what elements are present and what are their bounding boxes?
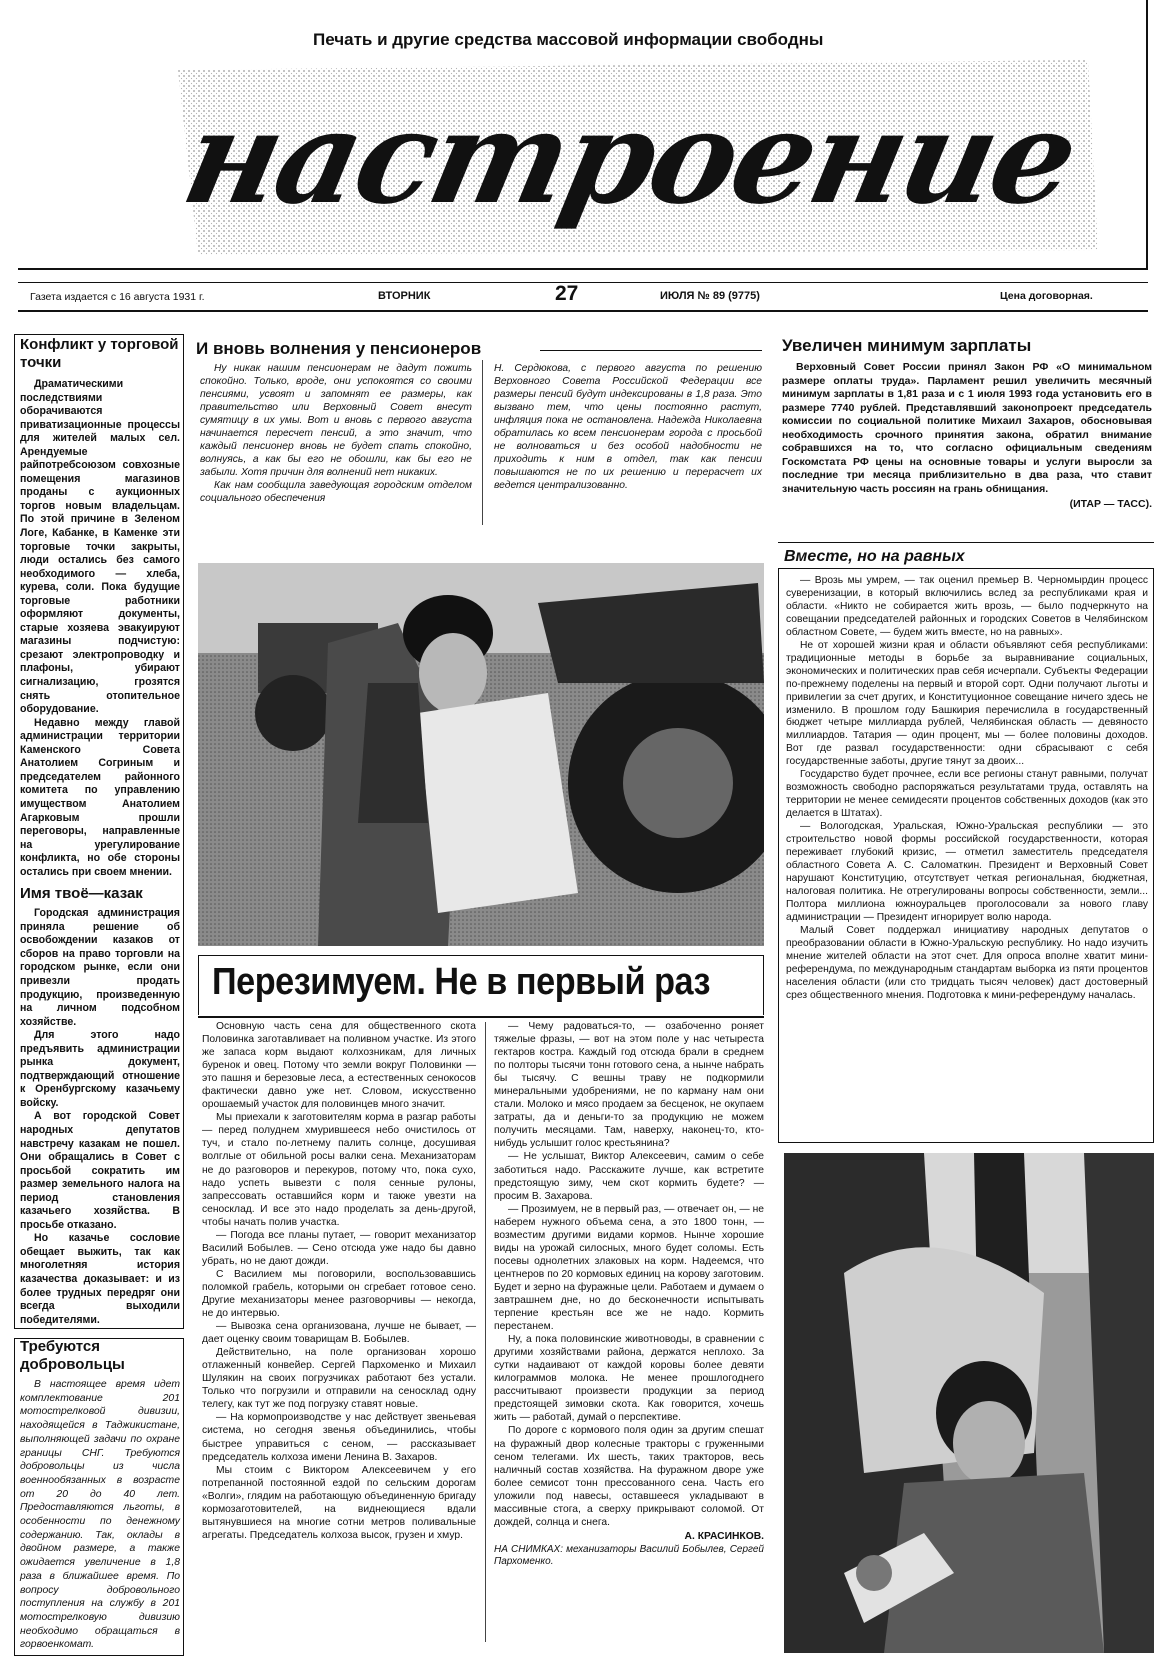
- winter-author: А. КРАСИНКОВ.: [684, 1530, 764, 1542]
- conflict-body: [20, 378, 180, 879]
- pensioners-paragraph: Н. Сердюкова, с первого августа по решению Верховного Совета Российской Федерации все размеры пенсий будут индексированы в 1,8 раза. Это вызвано тем, что цены постоянно растут, инфляция пока не остановлена. Надежда Николаевна обратилась ко всем пенсионерам города с просьбой не волноваться и без особой надобности не приходить к ним в отдел, так как пенсии повышаются не по их решению и перерасчет их ведется централизованно.: [494, 363, 762, 491]
- wage-rule: [778, 542, 1154, 543]
- cossack-paragraph: Для этого надо предъявить администрации рынка документ, подтверждающий отношение к Оренбургскому казачьему войску.: [20, 1029, 180, 1109]
- wage-paragraph: Верховный Совет России принял Закон РФ «О минимальном размере оплаты труда». Парламент решил увеличить месячный минимум зарплаты в 1,81 раза и с 1 июля 1993 года установить его в размере 7740 рублей. Представлявший законопроект председатель комиссии по социальной политике Михаил Захаров, обосновывая необходимость срочного принятия закона, обратил внимание собравшихся на то, что согласно официальным сведениям Госкомстата РФ цены на основные товары и услуги выросли за последние три месяца приблизительно в два раза, что ставит значительную часть россиян на грань обнищания.: [782, 361, 1152, 495]
- conflict-heading: Конфликт у торговой точки: [20, 336, 179, 371]
- pensioners-col2: [494, 362, 762, 492]
- masthead: [18, 0, 1148, 270]
- conflict-box-inner: [20, 336, 180, 1327]
- conflict-paragraph: Драматическими последствиями оборачиваются приватизационные процессы для жителей малых сел. Арендуемые райпотребсоюзом совхозные помещения магазинов проданы с аукционных торгов новым владельцам. По этой причине в Зеленом Логе, Кабанке, в Каменке эти торговые точки закрыты, люди остались без самого необходимого — хлеба, курева, соли. Пока будущие торговые работники оформляют документы, старые хозяева эвакуируют магазины подчистую: срезают электропроводку и плафоны, убирают сигнализацию, грозятся снять отопительное оборудование.: [20, 378, 180, 716]
- volunteers-body: [20, 1378, 180, 1652]
- cossack-paragraph: Но казачье сословие обещает выжить, так как многолетняя история казачества доказывает: и из более трудных передряг они всегда выходили победителями.: [20, 1232, 180, 1326]
- winter-heading: Перезимуем. Не в первый раз: [212, 961, 711, 1003]
- winter-caption: НА СНИМКАХ: механизаторы Василий Бобылев, Сергей Пархоменко.: [494, 1543, 764, 1568]
- winter-heading-rule: [198, 1016, 764, 1018]
- together-paragraph: — Врозь мы умрем, — так оценил премьер В. Черномырдин процесс суверенизации, в который включились вслед за республиками края и области. «Никто не собирается жить врозь, — было подчеркнуто на совещании председателей районных и городских Советов в Челябинском областном Совете, — будем жить вместе, но на равных».: [786, 575, 1148, 638]
- together-heading: Вместе, но на равных: [784, 548, 965, 565]
- winter-paragraph: — Прозимуем, не в первый раз, — отвечает он, — не наберем нужного объема сена, а это 1800 тонн, — возместим другими видами кормов. Нынче хорошие виды на урожай силосных, много будет соломы. Есть посевы однолетних злаковых на корм. Надеемся, что центнеров по 20 кормовых единиц на корову заготовим. Будет и зерно на фуражные цели. Работаем и думаем о завтрашнем дне, но до бесконечности испытывать терпение крестьян все же не надо. Кормить перестанем.: [494, 1203, 764, 1333]
- day-number: 27: [555, 282, 579, 305]
- tractor-photo: [198, 563, 764, 946]
- volunteers-paragraph: В настоящее время идет комплектование 201 мотострелковой дивизии, находящейся в Таджикистане, выполняющей задачи по охране границы СНГ. Требуются добровольцы из числа военнообязанных в возрасте от 20 до 40 лет. Предоставляются льготы, в особенности по денежному содержанию. Так, оклады в двойном размере, а также ожидается увеличение в 1,8 раза в ближайшее время. По вопросу добровольного поступления на службу в 201 мотострелковую дивизию необходимо обращаться в горвоенкомат.: [20, 1379, 180, 1651]
- pensioners-gutter: [482, 360, 483, 525]
- pensioners-col1: [200, 362, 472, 505]
- weekday: ВТОРНИК: [378, 290, 431, 302]
- winter-paragraph: Мы стоим с Виктором Алексеевичем у его потрепанной постоянной ездой по сельским дорогам «Волги», глядим на работающую объединенную бригаду кормозаготовителей, на виднеющиеся вдали вытянувшиеся на многие сотни метров поливальные агрегаты. Председатель колхоза высок, грузен и хмур.: [202, 1464, 476, 1541]
- since-note: Газета издается с 16 августа 1931 г.: [30, 291, 205, 303]
- cossack-body: [20, 907, 180, 1327]
- winter-paragraph: Ну, а пока половинские животноводы, в сравнении с другими хозяйствами района, держатся неплохо. За сутки надаивают от каждой коровы более девяти килограммов молока. Не менее прошлогоднего рассчитывают произвести продукции за период предстоящей зимовки скота. Как говорится, хочешь жить — работай, думай о перспективе.: [494, 1334, 764, 1424]
- cossack-heading: Имя твоё—казак: [20, 885, 143, 903]
- winter-paragraph: По дороге с кормового поля один за другим спешат на фуражный двор колесные тракторы с груженными сеном телегами. Их шесть, таких тракторов, весь наличный состав хозяйства. На фуражном дворе уже более семисот тонн прессованного сена. Часть его уложили под навесы, оставшееся укладывают в массивные стога, а сверху прикрывают соломой. От дождей, солнца и снега.: [494, 1425, 764, 1528]
- winter-col2: [494, 1020, 764, 1569]
- dateline-rule-bottom: [18, 310, 1148, 312]
- month-issue: ИЮЛЯ № 89 (9775): [660, 290, 760, 302]
- price: Цена договорная.: [1000, 290, 1093, 302]
- dateline-rule-top: [18, 282, 1148, 283]
- together-paragraph: — Вологодская, Уральская, Южно-Уральская республики — это строительство новой формы российской государственности, которая переживает глубокий кризис, — отметил заместитель председателя областного Совета А. С. Саломаткин. Президент и Верховный Совет нарушают Конституцию, отсутствует четкая региональная, бюджетная, налоговая политика. Не отрегулированы вопросы собственности, земли... Полтора миллиона южноуральцев проголосовали за нового главу администрации — Президент игнорирует волю народа.: [786, 821, 1148, 923]
- winter-paragraph: — Погода все планы путает, — говорит механизатор Василий Бобылев. — Сено отсюда уже надо бы давно убрать, но не дают дожди.: [202, 1229, 476, 1267]
- winter-paragraph: — Чему радоваться-то, — озабоченно роняет тяжелые фразы, — вот на этом поле у нас четыреста гектаров костра. Каждый год отсюда брали в среднем по полторы тысячи тонн готового сена, а нынче набрать бы тысячу. С вешны траву не подкормили минеральными удобрениями, не по карману нам они стали. Молоко и мясо продаем за бесценок, не окупаем затраты, да и деньги-то за продукцию не можем получить месяцами. Там, наверху, наконец-то, кто-нибудь услышит голос крестьянина?: [494, 1021, 764, 1150]
- winter-paragraph: Основную часть сена для общественного скота Половинка заготавливает на поливном участке. Из этого же запаса корм выдают колхозникам, для личных буренок и овец. Потому что земли вокруг Половинки — это пашня и березовые леса, а естественных сенокосов фактически давно уже нет. Словом, искусственно орошаемый участок для половинцев много значит.: [202, 1021, 476, 1111]
- winter-paragraph: Действительно, на поле организован хорошо отлаженный конвейер. Сергей Пархоменко и Михаил Шулякин на своих погрузчиках работают без устали. Только что погрузили и отправили на сеносклад одну телегу, как тут же под погрузку ставят новые.: [202, 1347, 476, 1411]
- cossack-paragraph: Городская администрация приняла решение об освобождении казаков от сборов на право торговли на городском рынке, если они привезли продать продукцию, произведенную на личном подсобном хозяйстве.: [20, 907, 180, 1028]
- conflict-paragraph: Недавно между главой администрации территории Каменского Совета Анатолием Согриным и председателем районного комитета по управлению имуществом Анатолием Агарковым прошли переговоры, направленные на урегулирование конфликта, но обе стороны остались при своем мнении.: [20, 716, 180, 878]
- winter-paragraph: С Василием мы поговорили, воспользовавшись поломкой грабель, которыми он сгребает готовое сено. Другие механизаторы менее разговорчивы — некогда, не до интервью.: [202, 1268, 476, 1320]
- pensioners-paragraph: Как нам сообщила заведующая городским отделом социального обеспечения: [200, 480, 472, 504]
- volunteers-inner: [20, 1338, 180, 1652]
- winter-paragraph: — Вывозка сена организована, лучше не бывает, — дает оценку своим товарищам В. Бобылев.: [202, 1321, 476, 1346]
- winter-paragraph: — На кормопроизводстве у нас действует звеньевая система, но сегодня звенья объединились, чтобы быстрее управиться с сеном, — рассказывает председатель колхоза имени Ленина В. Захаров.: [202, 1412, 476, 1463]
- volunteers-heading: Требуются добровольцы: [20, 1338, 125, 1373]
- wage-heading: Увеличен минимум зарплаты: [782, 336, 1032, 355]
- winter-paragraph: Мы приехали к заготовителям корма в разгар работы — перед полуднем хмурившееся небо очистилось от туч, и стало по-летнему палить солнце, досушивая волглые от обильной росы валки сена. Механизаторам не до разговоров и перекуров, потому что, пока сухо, надо успеть вывезти с поля сенные рулоны, запрессовать оставшийся корм и также увезти на сеносклад. И все это надо проделать за день-другой, чтобы начать полив участка.: [202, 1112, 476, 1228]
- pensioners-rule: [540, 350, 762, 351]
- together-paragraph: Малый Совет поддержал инициативу народных депутатов о преобразовании области в Южно-Уральскую республику. Но надо изучить мнение жителей области на этот счет. Для опроса вполне хватит мини-референдума, по международным стандартам выборка из пяти процентов населения области (или сто тридцать тысяч человек) даст достоверный срез общественного мнения. Подготовка к мини-референдуму началась.: [786, 924, 1148, 1001]
- winter-paragraph: — Не услышат, Виктор Алексеевич, самим о себе заботиться надо. Расскажите лучше, как встретите предстоящую зиму, чем скот кормить будете? — просим В. Захарова.: [494, 1151, 764, 1202]
- pensioners-paragraph: Ну никак нашим пенсионерам не дадут пожить спокойно. Только, вроде, они успокоятся со своими пенсиями, усвоят и запомнят ее размеры, как правительство или Верховный Совет внесут сумятицу в их умы. Вот и вновь с первого августа начинается пересчет пенсий, а это значит, что каждый пенсионер вновь не будет спать спокойно, волнуясь, а как бы его не обошли, как бы его не забыли. Хотя причин для волнений нет никаких.: [200, 363, 472, 478]
- winter-col1: [202, 1020, 476, 1542]
- winter-gutter: [485, 1022, 486, 1642]
- wage-body: [782, 361, 1152, 512]
- together-body: [786, 575, 1148, 1002]
- slogan: Печать и другие средства массовой информации свободны: [313, 30, 824, 49]
- together-paragraph: Государство будет прочнее, если все регионы станут равными, получат возможность свободно распоряжаться результатами труда, оставлять на территории не менее семидесяти процентов собственных доходов (как это делается в Штатах).: [786, 769, 1148, 820]
- together-paragraph: Не от хорошей жизни края и области объявляют себя республиками: традиционные методы в борьбе за выравнивание социальных, экономических и политических прав себя исчерпали. Субъекты Федерации по-прежнему поделены на первый и второй сорт. Одни получают льготы и привилегии за счет других, и Конституционное совещание ничего здесь не изменило. В прошлом году Башкирия перечислила в государственный бюджет четыре миллиарда рублей, Челябинская область — девяносто миллиардов. Татария — один процент, мы — более половины доходов. Вот где развал государственности: одни сбрасывают с себя государственные заботы, другие тянут за двоих...: [786, 639, 1148, 768]
- pensioners-heading: И вновь волнения у пенсионеров: [196, 339, 482, 358]
- wage-source: (ИТАР — ТАСС).: [1069, 498, 1152, 510]
- mechanic-photo: [784, 1153, 1154, 1653]
- cossack-paragraph: А вот городской Совет народных депутатов навстречу казакам не пошел. Они обращались в Совет с просьбой сократить им размер земельного налога на период становления казачьего хозяйства. В просьбе отказано.: [20, 1110, 180, 1231]
- newspaper-title: настроение: [172, 83, 1088, 233]
